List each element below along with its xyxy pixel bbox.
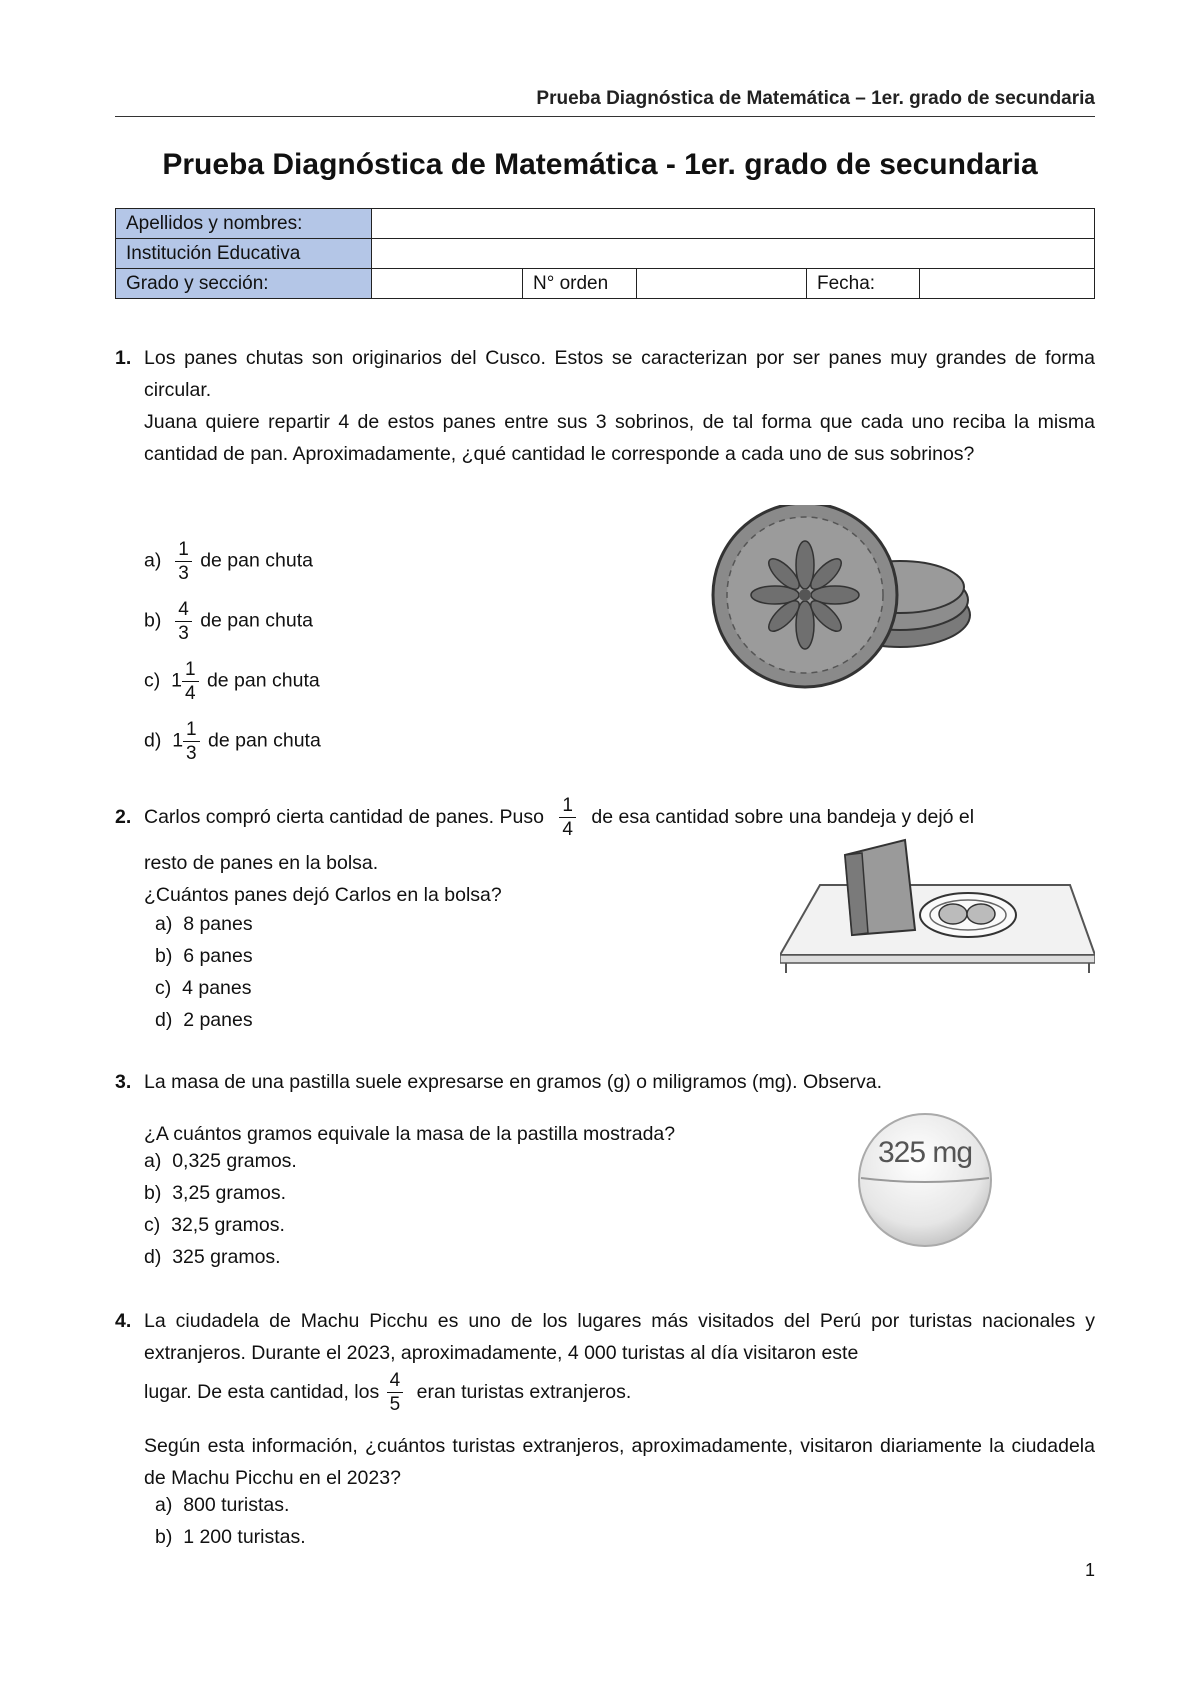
pill-label: 325 mg [877,1136,973,1169]
grade-section-field[interactable] [372,269,523,299]
answer-option[interactable] [144,600,313,643]
order-field[interactable] [637,269,807,299]
school-field[interactable] [372,239,1095,269]
table-row [116,239,1095,269]
question-4-fraction-line [115,1370,1095,1414]
option-letter: d) [144,729,162,752]
option-letter: c) [144,669,161,692]
names-label: Apellidos y nombres: [116,209,372,239]
fraction: $\frac{1}{4}$ [182,660,199,703]
question-4-prompt [115,1430,1095,1494]
option-letter: a) [144,549,162,572]
question-text: resto de panes en la bolsa. [144,852,379,874]
option-letter: b) [144,609,162,632]
question-text: Los panes chutas son originarios del Cusco. Estos se caracterizan por ser panes muy grandes de forma circular. [144,347,1095,401]
grade-section-label: Grado y sección: [116,269,372,299]
question-prompt: Según esta información, ¿cuántos turistas extranjeros, aproximadamente, visitaron diariamente la ciudadela de Machu Picchu en el 2023? [144,1435,1095,1489]
student-info-table [115,208,1095,299]
fraction: $\frac{4}{5}$ [387,1371,404,1414]
question-number: 4. [115,1310,132,1332]
question-text: Juana quiere repartir 4 de estos panes entre sus 3 sobrinos, de tal forma que cada uno reciba la misma cantidad de pan. Aproximadamente, ¿qué cantidad le corresponde a cada uno de sus sobrinos? [144,411,1095,465]
question-number: 3. [115,1071,132,1093]
question-text: Carlos compró cierta cantidad de panes. Puso $\frac{1}{4}$ de esa cantidad sobre una bandeja y dejó el [144,795,975,841]
answer-option[interactable] [144,540,313,583]
order-label: N° orden [523,269,637,299]
running-header: Prueba Diagnóstica de Matemática – 1er. grado de secundaria [536,88,1095,109]
answer-option[interactable]: c) 4 panes [155,977,252,999]
whole-number: 1 [172,729,184,752]
question-number: 1. [115,347,132,369]
fraction: $\frac{1}{3}$ [175,540,192,583]
fraction: $\frac{1}{3}$ [183,720,200,763]
question-text: lugar. De esta cantidad, los $\frac{4}{5}$ eran turistas extranjeros. [144,1370,632,1416]
fraction: $\frac{4}{3}$ [175,600,192,643]
fraction: $\frac{1}{4}$ [559,796,576,839]
answer-option[interactable] [144,720,321,763]
table-row [116,269,1095,299]
answer-option[interactable]: a) 800 turistas. [155,1494,290,1516]
question-text: La masa de una pastilla suele expresarse en gramos (g) o miligramos (mg). Observa. [144,1071,883,1093]
table-row [116,209,1095,239]
names-field[interactable] [372,209,1095,239]
date-field[interactable] [920,269,1095,299]
answer-option[interactable]: b) 3,25 gramos. [144,1182,286,1204]
question-1 [115,342,1095,470]
whole-number: 1 [171,669,182,692]
answer-option[interactable]: a) 0,325 gramos. [144,1150,297,1172]
answer-option[interactable]: b) 1 200 turistas. [155,1526,306,1548]
answer-option[interactable]: d) 2 panes [155,1009,253,1031]
question-2 [115,795,1095,839]
answer-option[interactable]: a) 8 panes [155,913,253,935]
question-text: La ciudadela de Machu Picchu es uno de los lugares más visitados del Perú por turistas nacionales y extranjeros. Durante el 2023, aproximadamente, 4 000 turistas al día visitaron este [144,1310,1095,1364]
answer-option[interactable] [144,660,320,703]
option-text: de pan chuta [206,669,320,692]
answer-option[interactable]: b) 6 panes [155,945,253,967]
option-text: de pan chuta [208,729,321,752]
pill-illustration [855,1110,995,1250]
question-4 [115,1305,1095,1369]
bread-illustration [700,505,980,695]
option-text: de pan chuta [200,549,313,572]
page-title: Prueba Diagnóstica de Matemática - 1er. grado de secundaria [162,148,1038,181]
page-number: 1 [1084,1560,1095,1580]
date-label: Fecha: [807,269,920,299]
question-3 [115,1066,1095,1098]
answer-option[interactable]: c) 32,5 gramos. [144,1214,285,1236]
school-label: Institución Educativa [116,239,372,269]
bag-and-tray-illustration [780,835,1095,975]
header-rule [115,116,1095,117]
answer-option[interactable]: d) 325 gramos. [144,1246,281,1268]
pill-shape [855,1110,995,1250]
question-prompt: ¿A cuántos gramos equivale la masa de la pastilla mostrada? [144,1123,676,1145]
option-text: de pan chuta [200,609,313,632]
question-prompt: ¿Cuántos panes dejó Carlos en la bolsa? [144,884,502,906]
question-number: 2. [115,806,132,828]
